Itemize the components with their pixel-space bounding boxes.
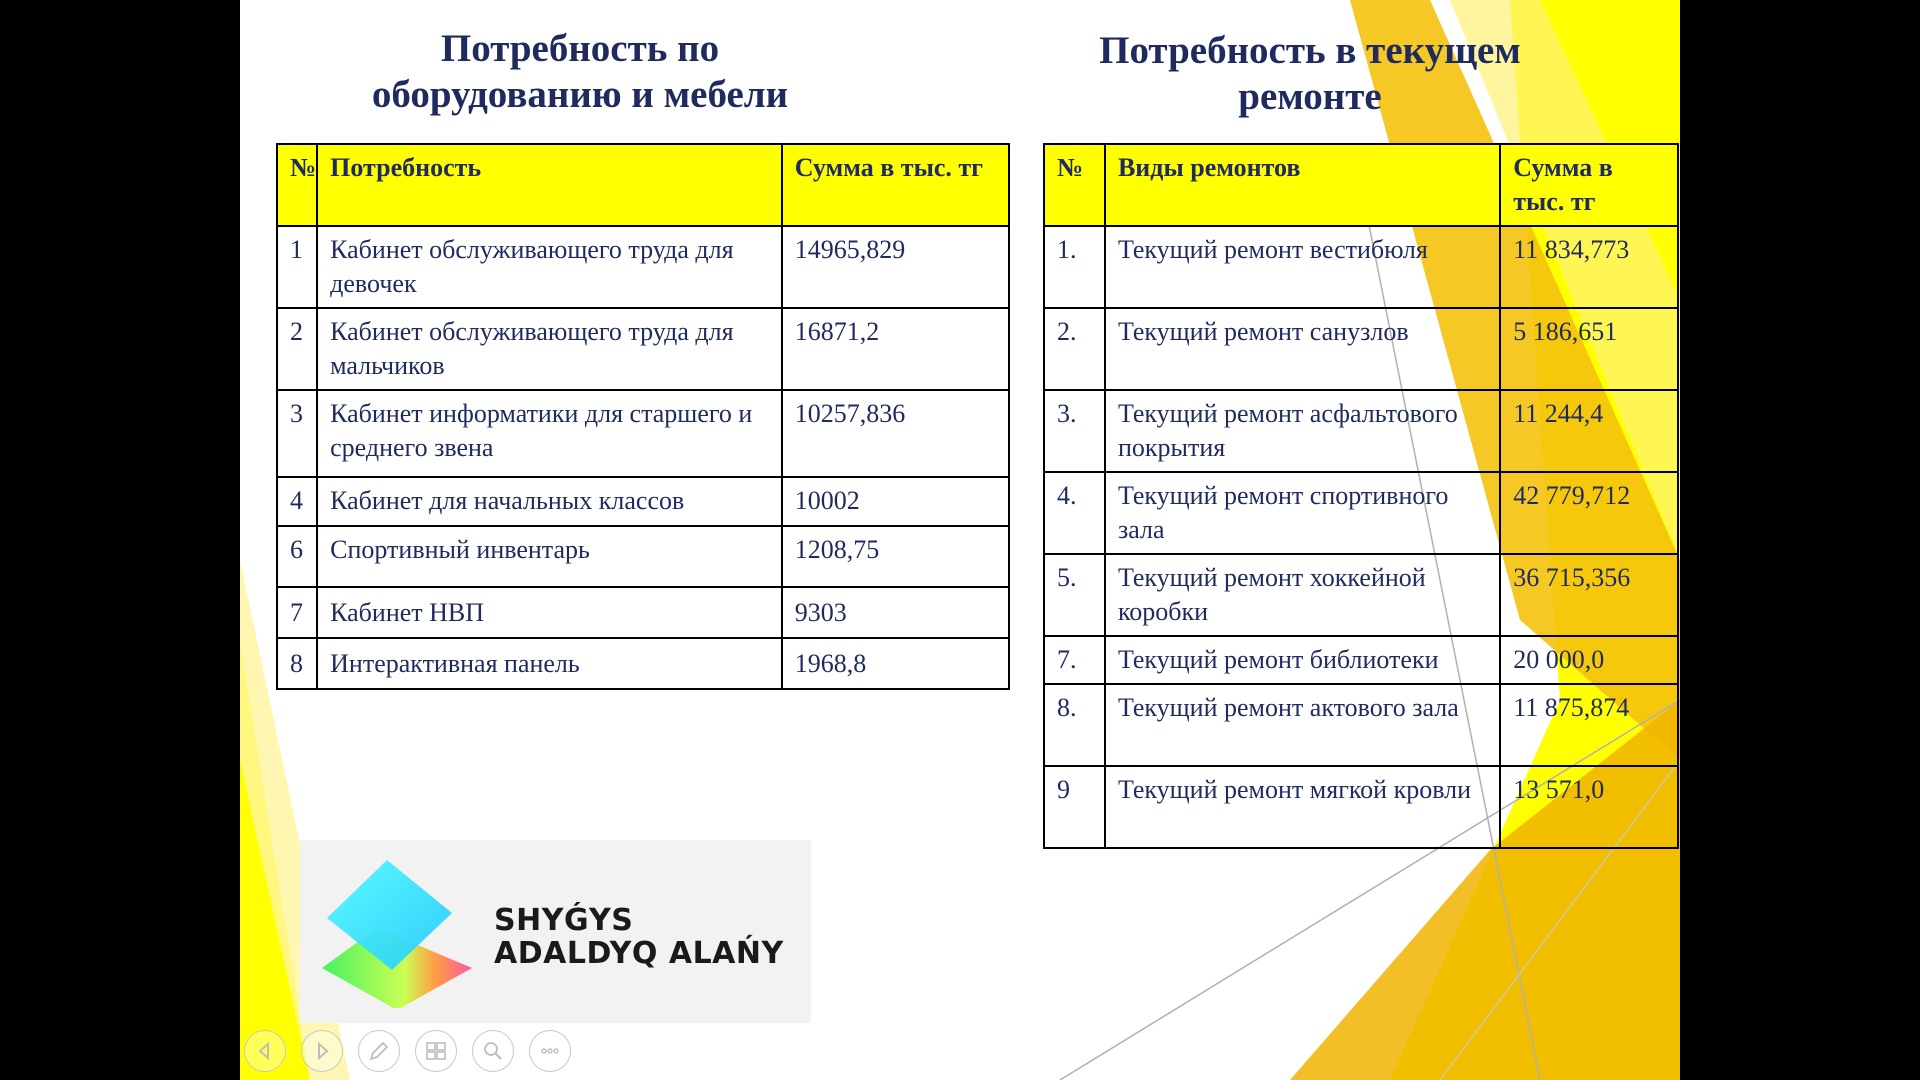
row-num: 7. xyxy=(1044,636,1105,684)
row-kind: Текущий ремонт хоккейной коробки xyxy=(1105,554,1500,636)
table-row xyxy=(277,390,1009,477)
table-row xyxy=(1044,554,1678,636)
header-sum: Сумма в тыс. тг xyxy=(782,144,1009,226)
row-need: Кабинет обслуживающего труда для мальчиков xyxy=(317,308,782,390)
table-row xyxy=(277,226,1009,308)
right-title-line-1: Потребность в текущем xyxy=(1099,29,1521,72)
zoom-icon xyxy=(481,1039,505,1063)
row-sum: 20 000,0 xyxy=(1500,636,1678,684)
table-row xyxy=(1044,472,1678,554)
logo-line-2: ADALDYQ ALAŃY xyxy=(494,936,784,971)
logo-mark-icon xyxy=(322,858,472,1008)
row-need: Кабинет обслуживающего труда для девочек xyxy=(317,226,782,308)
header-kind: Виды ремонтов xyxy=(1105,144,1500,226)
table-row xyxy=(1044,766,1678,848)
row-sum: 9303 xyxy=(782,587,1009,638)
table-row xyxy=(277,526,1009,587)
row-sum: 5 186,651 xyxy=(1500,308,1678,390)
row-num: 1 xyxy=(277,226,317,308)
table-row xyxy=(1044,390,1678,472)
repairs-table xyxy=(1043,143,1679,849)
row-num: 4 xyxy=(277,477,317,526)
more-button[interactable] xyxy=(529,1030,571,1072)
row-need: Спортивный инвентарь xyxy=(317,526,782,587)
table-row xyxy=(1044,636,1678,684)
slides-button[interactable] xyxy=(415,1030,457,1072)
row-num: 3. xyxy=(1044,390,1105,472)
header-need: Потребность xyxy=(317,144,782,226)
right-title xyxy=(1040,28,1580,120)
logo-wordmark xyxy=(494,904,784,970)
table-row xyxy=(277,587,1009,638)
slides-icon xyxy=(424,1039,448,1063)
equipment-table xyxy=(276,143,1010,690)
pen-icon xyxy=(367,1039,391,1063)
row-kind: Текущий ремонт санузлов xyxy=(1105,308,1500,390)
row-kind: Текущий ремонт вестибюля xyxy=(1105,226,1500,308)
header-num: № xyxy=(277,144,317,226)
row-need: Интерактивная панель xyxy=(317,638,782,689)
left-title-line-2: оборудованию и мебели xyxy=(371,73,789,116)
row-num: 2. xyxy=(1044,308,1105,390)
row-num: 5. xyxy=(1044,554,1105,636)
row-sum: 14965,829 xyxy=(782,226,1009,308)
row-sum: 16871,2 xyxy=(782,308,1009,390)
row-kind: Текущий ремонт мягкой кровли xyxy=(1105,766,1500,848)
row-kind: Текущий ремонт библиотеки xyxy=(1105,636,1500,684)
row-num: 1. xyxy=(1044,226,1105,308)
left-title-line-1: Потребность по xyxy=(440,27,720,70)
row-need: Кабинет НВП xyxy=(317,587,782,638)
row-sum: 1968,8 xyxy=(782,638,1009,689)
right-title-line-2: ремонте xyxy=(1238,75,1382,118)
row-need: Кабинет информатики для старшего и среднего звена xyxy=(317,390,782,477)
row-kind: Текущий ремонт спортивного зала xyxy=(1105,472,1500,554)
row-num: 3 xyxy=(277,390,317,477)
prev-button[interactable] xyxy=(244,1030,286,1072)
row-sum: 36 715,356 xyxy=(1500,554,1678,636)
logo-line-1: SHYǴYS xyxy=(494,903,634,938)
table-header-row xyxy=(277,144,1009,226)
row-kind: Текущий ремонт актового зала xyxy=(1105,684,1500,766)
row-sum: 1208,75 xyxy=(782,526,1009,587)
row-need: Кабинет для начальных классов xyxy=(317,477,782,526)
row-sum: 11 875,874 xyxy=(1500,684,1678,766)
header-sum: Сумма в тыс. тг xyxy=(1500,144,1678,226)
table-row xyxy=(277,638,1009,689)
row-num: 4. xyxy=(1044,472,1105,554)
next-icon xyxy=(310,1039,334,1063)
row-sum: 10257,836 xyxy=(782,390,1009,477)
zoom-button[interactable] xyxy=(472,1030,514,1072)
left-title xyxy=(280,26,880,118)
row-sum: 10002 xyxy=(782,477,1009,526)
row-num: 7 xyxy=(277,587,317,638)
row-num: 6 xyxy=(277,526,317,587)
table-row xyxy=(277,477,1009,526)
table-header-row xyxy=(1044,144,1678,226)
presentation-slide xyxy=(240,0,1680,1080)
more-icon xyxy=(538,1039,562,1063)
row-num: 9 xyxy=(1044,766,1105,848)
row-num: 2 xyxy=(277,308,317,390)
row-sum: 11 834,773 xyxy=(1500,226,1678,308)
table-row xyxy=(277,308,1009,390)
row-kind: Текущий ремонт асфальтового покрытия xyxy=(1105,390,1500,472)
row-sum: 11 244,4 xyxy=(1500,390,1678,472)
prev-icon xyxy=(253,1039,277,1063)
row-num: 8. xyxy=(1044,684,1105,766)
row-sum: 42 779,712 xyxy=(1500,472,1678,554)
logo-panel xyxy=(300,840,811,1023)
pen-button[interactable] xyxy=(358,1030,400,1072)
row-num: 8 xyxy=(277,638,317,689)
next-button[interactable] xyxy=(301,1030,343,1072)
row-sum: 13 571,0 xyxy=(1500,766,1678,848)
table-row xyxy=(1044,308,1678,390)
table-row xyxy=(1044,226,1678,308)
header-num: № xyxy=(1044,144,1105,226)
table-row xyxy=(1044,684,1678,766)
